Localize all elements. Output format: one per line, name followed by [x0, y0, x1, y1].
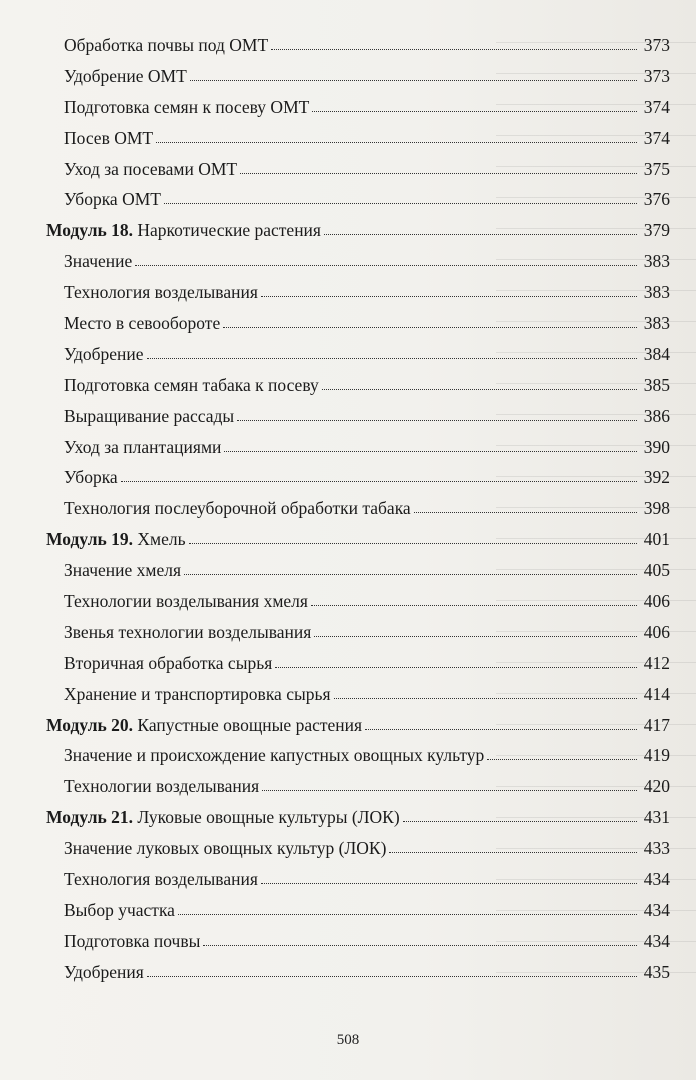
toc-entry-title: Звенья технологии возделывания	[64, 621, 312, 642]
toc-entry-title: Выращивание рассады	[64, 405, 235, 426]
toc-entry-title: Хранение и транспортировка сырья	[64, 683, 331, 704]
leader-dots	[311, 587, 637, 606]
toc-entry-page: 420	[643, 776, 670, 797]
leader-dots	[240, 155, 637, 174]
toc-entry-page: 431	[643, 807, 670, 828]
toc-entry-title: Технологии возделывания	[64, 776, 260, 797]
leader-dots	[365, 711, 637, 730]
toc-entry-title	[46, 802, 402, 833]
toc-module-entry	[38, 524, 670, 555]
toc-entry-page: 405	[643, 560, 670, 581]
page-number: 508	[336, 1032, 360, 1048]
leader-dots	[147, 958, 637, 977]
module-title: Наркотические растения	[137, 220, 321, 241]
toc-entry-page: 384	[643, 343, 670, 364]
toc-entry-page: 376	[643, 189, 670, 210]
toc-entry-page: 383	[643, 313, 670, 334]
leader-dots	[261, 278, 637, 297]
leader-dots	[414, 494, 637, 513]
toc-entry-title: Удобрения	[64, 961, 144, 982]
toc-entry-page: 417	[643, 714, 670, 735]
leader-dots	[223, 309, 637, 328]
toc-entry	[38, 246, 670, 277]
toc-entry	[38, 184, 670, 215]
leader-dots	[314, 618, 637, 637]
leader-dots	[275, 649, 637, 668]
toc-entry-page: 374	[643, 127, 670, 148]
toc-entry-page: 434	[643, 899, 670, 920]
leader-dots	[237, 402, 637, 421]
toc-entry-page: 414	[643, 683, 670, 704]
toc-entry	[38, 277, 670, 308]
toc-entry-title	[46, 215, 323, 246]
toc-entry-page: 434	[643, 869, 670, 890]
leader-dots	[121, 463, 637, 482]
toc-entry	[38, 617, 670, 648]
module-label: Модуль 18.	[46, 220, 134, 241]
toc-entry-page: 383	[643, 282, 670, 303]
toc-entry-page: 373	[643, 65, 670, 86]
toc-entry	[38, 740, 670, 771]
toc-entry-title: Уборка ОМТ	[64, 189, 161, 210]
leader-dots	[262, 772, 637, 791]
toc-entry-page: 386	[643, 405, 670, 426]
leader-dots	[403, 803, 637, 822]
leader-dots	[164, 185, 637, 204]
toc-entry-page: 392	[643, 467, 670, 488]
toc-entry	[38, 895, 670, 926]
toc-entry	[38, 864, 670, 895]
toc-entry	[38, 493, 670, 524]
table-of-contents	[38, 30, 670, 988]
toc-entry-title: Технология возделывания	[64, 282, 258, 303]
toc-entry-title: Уход за плантациями	[64, 436, 222, 457]
toc-entry-page: 433	[643, 838, 670, 859]
toc-entry-title: Обработка почвы под ОМТ	[64, 35, 269, 55]
toc-entry-title: Подготовка семян к посеву ОМТ	[64, 96, 310, 117]
leader-dots	[334, 680, 637, 699]
toc-entry	[38, 957, 670, 988]
toc-entry-title: Вторичная обработка сырья	[64, 652, 273, 673]
leader-dots	[389, 834, 637, 853]
toc-entry-page: 383	[643, 251, 670, 272]
toc-entry	[38, 92, 670, 123]
toc-module-entry	[38, 215, 670, 246]
toc-entry-title: Посев ОМТ	[64, 127, 154, 148]
leader-dots	[487, 741, 637, 760]
leader-dots	[147, 340, 637, 359]
toc-entry-title: Подготовка почвы	[64, 930, 201, 951]
toc-entry	[38, 370, 670, 401]
toc-entry	[38, 555, 670, 586]
leader-dots	[190, 62, 637, 81]
toc-entry	[38, 586, 670, 617]
toc-entry	[38, 61, 670, 92]
toc-entry-title: Уход за посевами ОМТ	[64, 158, 238, 179]
leader-dots	[203, 927, 637, 946]
leader-dots	[224, 433, 637, 452]
leader-dots	[156, 124, 637, 143]
leader-dots	[324, 216, 637, 235]
toc-entry-title: Технология возделывания	[64, 869, 258, 890]
toc-entry	[38, 123, 670, 154]
toc-entry-title	[46, 710, 364, 741]
toc-entry-page: 434	[643, 930, 670, 951]
toc-entry-page: 373	[643, 35, 670, 55]
toc-entry	[38, 401, 670, 432]
toc-entry-page: 374	[643, 96, 670, 117]
toc-entry-title: Уборка	[64, 467, 118, 488]
toc-entry-title: Технологии возделывания хмеля	[64, 591, 308, 612]
leader-dots	[261, 865, 637, 884]
toc-entry-title: Удобрение ОМТ	[64, 65, 187, 86]
module-label: Модуль 21.	[46, 807, 134, 828]
toc-entry-page: 385	[643, 374, 670, 395]
module-title: Капустные овощные растения	[137, 714, 363, 735]
toc-entry-title: Значение луковых овощных культур (ЛОК)	[64, 838, 387, 859]
toc-entry-page: 435	[643, 961, 670, 982]
leader-dots	[184, 556, 637, 575]
toc-entry-title: Выбор участка	[64, 899, 175, 920]
toc-entry-page: 390	[643, 436, 670, 457]
toc-entry-title: Подготовка семян табака к посеву	[64, 374, 319, 395]
toc-entry-title: Значение хмеля	[64, 560, 182, 581]
toc-entry	[38, 154, 670, 185]
module-label: Модуль 20.	[46, 714, 134, 735]
toc-entry-page: 375	[643, 158, 670, 179]
toc-entry-page: 412	[643, 652, 670, 673]
toc-entry-title	[46, 524, 188, 555]
toc-entry-title: Значение и происхождение капустных овощных культур	[64, 745, 485, 766]
leader-dots	[178, 896, 637, 915]
toc-entry	[38, 926, 670, 957]
toc-entry	[38, 432, 670, 463]
toc-entry	[38, 771, 670, 802]
toc-entry-page: 401	[643, 529, 670, 550]
toc-entry	[38, 833, 670, 864]
toc-entry	[38, 462, 670, 493]
module-title: Хмель	[137, 529, 186, 550]
toc-entry	[38, 30, 670, 61]
toc-entry-title: Технология послеуборочной обработки табака	[64, 498, 411, 519]
toc-entry-page: 406	[643, 621, 670, 642]
leader-dots	[322, 371, 637, 390]
toc-entry-page: 398	[643, 498, 670, 519]
toc-entry-title: Место в севообороте	[64, 313, 221, 334]
toc-entry	[38, 308, 670, 339]
leader-dots	[135, 247, 637, 266]
toc-entry-page: 406	[643, 591, 670, 612]
leader-dots	[271, 31, 637, 50]
leader-dots	[189, 525, 637, 544]
toc-module-entry	[38, 710, 670, 741]
module-label: Модуль 19.	[46, 529, 134, 550]
leader-dots	[312, 93, 637, 112]
toc-entry	[38, 648, 670, 679]
toc-entry-page: 379	[643, 220, 670, 241]
module-title: Луковые овощные культуры (ЛОК)	[137, 807, 400, 828]
toc-entry-title: Удобрение	[64, 343, 144, 364]
toc-module-entry	[38, 802, 670, 833]
toc-entry	[38, 339, 670, 370]
toc-entry-title: Значение	[64, 251, 133, 272]
toc-entry-page: 419	[643, 745, 670, 766]
toc-entry	[38, 679, 670, 710]
